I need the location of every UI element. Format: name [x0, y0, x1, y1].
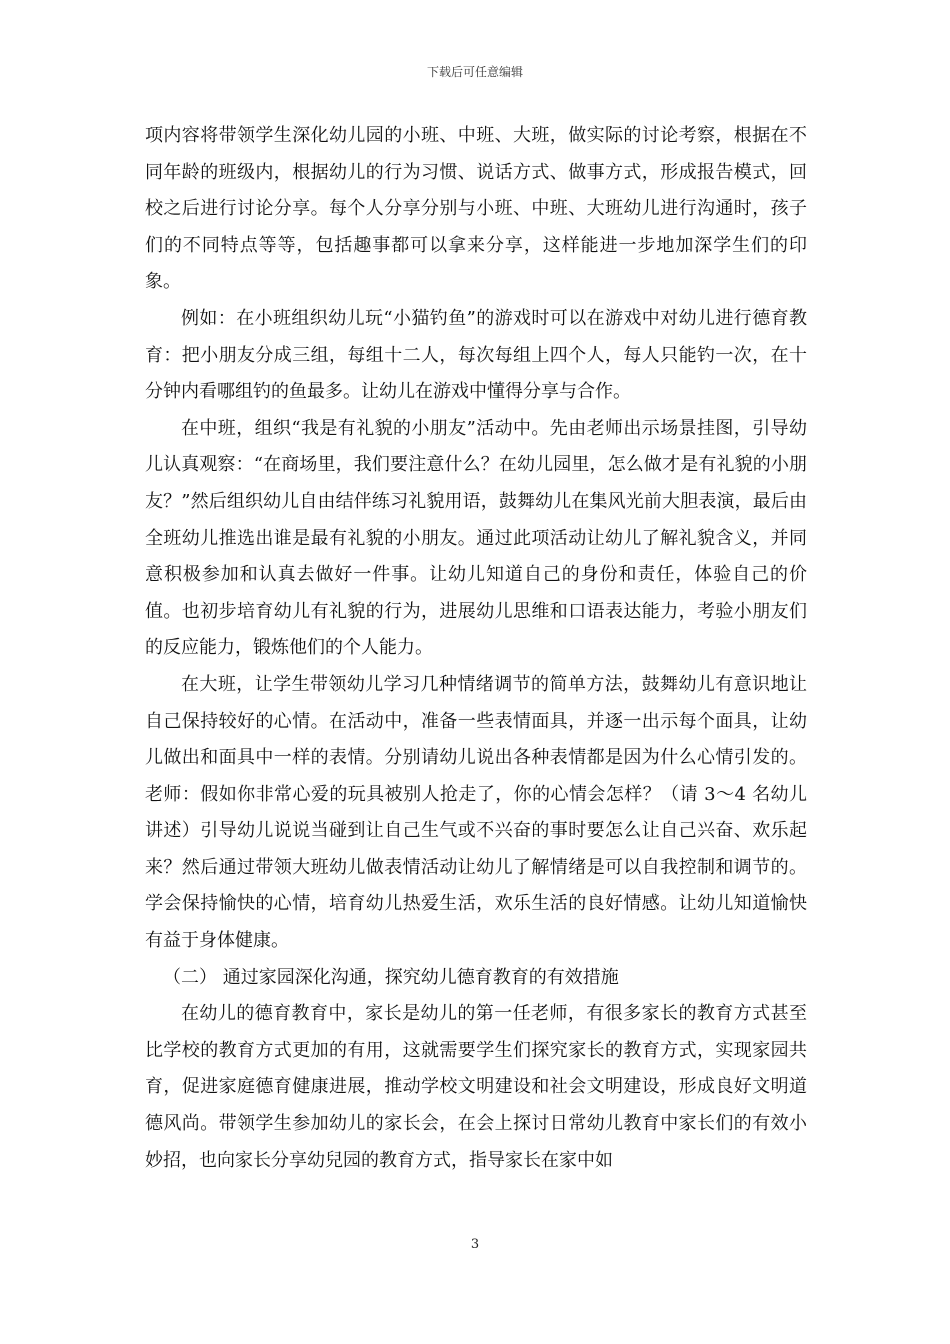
paragraph-home-school: 在幼儿的德育教育中，家长是幼儿的第一任老师，有很多家长的教育方式甚至比学校的教育方式更加的有用，这就需要学生们探究家长的教育方式，实现家园共育，促进家庭德育健康进展，推动学校文明建设和社会文明建设，形成良好文明道德风尚。带领学生参加幼儿的家长会，在会上探讨日常幼儿教育中家长们的有效小妙招，也向家长分享幼兒园的教育方式，指导家长在家中如	[145, 1003, 807, 1171]
paragraph-large-class: 在大班，让学生带领幼儿学习几种情绪调节的简单方法，鼓舞幼儿有意识地让自己保持较好的心情。在活动中，准备一些表情面具，并逐一出示每个面具，让幼儿做出和面具中一样的表情。分别请幼儿说出各种表情都是因为什么心情引发的。老师：假如你非常心爱的玩具被别人抢走了，你的心情会怎样？（请 3～4 名幼儿讲述）引导幼儿说说当碰到让自己生气或不兴奋的事时要怎么让自己兴奋、欢乐起来？然后通过带领大班幼儿做表情活动让幼儿了解情绪是可以自我控制和调节的。学会保持愉快的心情，培育幼儿热爱生活，欢乐生活的良好情感。让幼儿知道愉快有益于身体健康。	[145, 673, 807, 952]
section-subheading: （二） 通过家园深化沟通，探究幼儿德育教育的有效措施	[163, 966, 619, 988]
paragraph-middle-class: 在中班，组织“我是有礼貌的小朋友”活动中。先由老师出示场景挂图，引导幼儿认真观察：“在商场里，我们要注意什么？在幼儿园里，怎么做才是有礼貌的小朋友？”然后组织幼儿自由结伴练习礼貌用语，鼓舞幼儿在集风光前大胆表演，最后由全班幼儿推选出谁是最有礼貌的小朋友。通过此项活动让幼儿了解礼貌含义，并同意积极参加和认真去做好一件事。让幼儿知道自己的身份和责任，体验自己的价值。也初步培育幼儿有礼貌的行为，进展幼儿思维和口语表达能力，考验小朋友们的反应能力，锻炼他们的个人能力。	[145, 417, 807, 659]
paragraph-continued: 项内容将带领学生深化幼儿园的小班、中班、大班，做实际的讨论考察，根据在不同年龄的班级内，根据幼儿的行为习惯、说话方式、做事方式，形成报告模式，回校之后进行讨论分享。每个人分享分别与小班、中班、大班幼儿进行沟通时，孩子们的不同特点等等，包括趣事都可以拿来分享，这样能进一步地加深学生们的印象。	[145, 125, 807, 293]
page-header: 下载后可任意编辑	[426, 65, 523, 79]
page-number: 3	[470, 1237, 480, 1252]
paragraph-small-class: 例如：在小班组织幼儿玩“小猫钓鱼”的游戏时可以在游戏中对幼儿进行德育教育：把小朋友分成三组，每组十二人，每次每组上四个人，每人只能钓一次，在十分钟内看哪组钓的鱼最多。让幼儿在游戏中懂得分享与合作。	[145, 307, 807, 403]
document-body	[145, 118, 807, 1179]
